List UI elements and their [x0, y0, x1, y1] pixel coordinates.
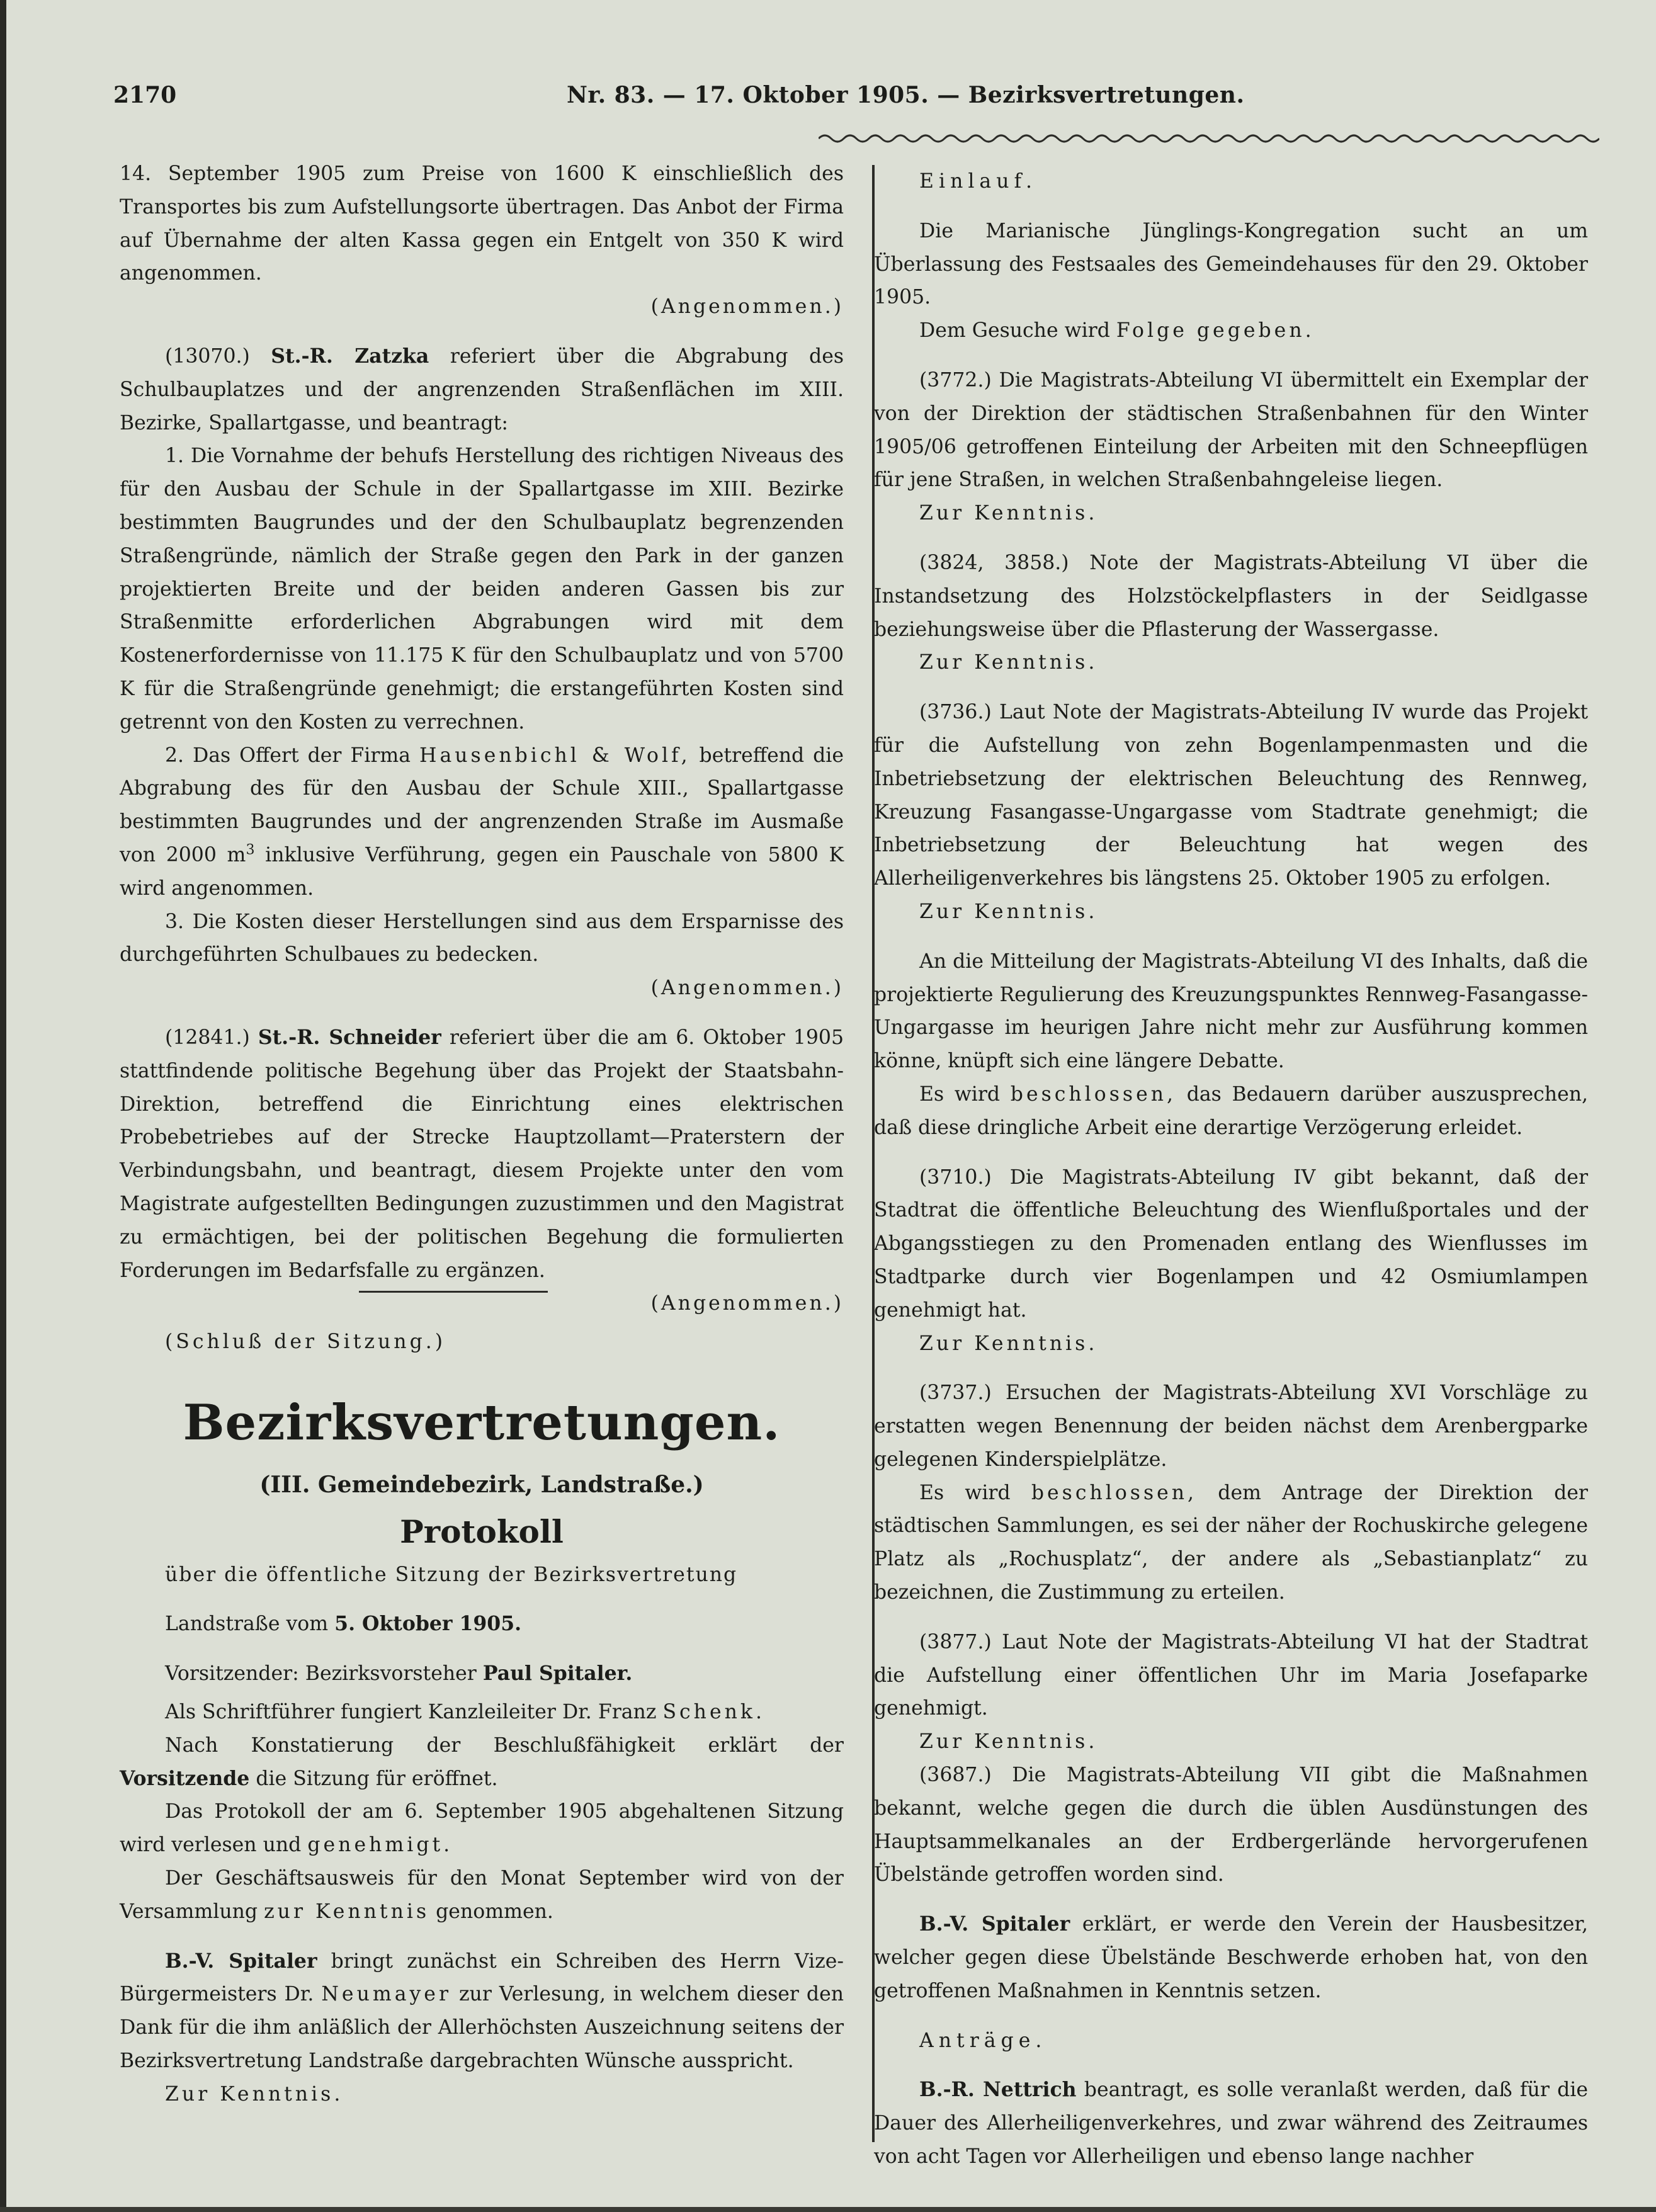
- scan-edge: [0, 0, 6, 2212]
- status-noted: Zur Kenntnis.: [919, 1730, 1098, 1754]
- speaker-name: B.-V. Spitaler: [165, 1949, 317, 1973]
- noted-word: zur Kenntnis: [264, 1900, 430, 1923]
- entry-3824: (3824, 3858.) Note der Magistrats-Abteilung VI über die Instandsetzung des Holzstöckelpflasters in der Seidlgasse beziehungsweise über die Pflasterung der Wassergasse.: [874, 551, 1588, 641]
- status-adopted: (Angenommen.): [650, 295, 844, 319]
- status-adopted: (Angenommen.): [650, 977, 844, 1000]
- status-noted: Zur Kenntnis.: [919, 900, 1098, 923]
- session-date: 5. Oktober 1905.: [334, 1612, 522, 1636]
- minutes-approval: [120, 1795, 844, 1862]
- motion-zatzka: [120, 340, 844, 440]
- chair-label: Vorsitzender: Bezirksvorsteher: [165, 1662, 477, 1686]
- entry-3772: (3772.) Die Magistrats-Abteilung VI übermittelt ein Exemplar der von der Direktion der städtischen Straßenbahnen für den Winter 1905/06 getroffenen Einteilung der Arbeiten mit den Schneepflügen für jene Straßen, in welchen Straßenbahngeleise liegen.: [874, 368, 1588, 492]
- resolution-emphasis: beschlossen,: [1010, 1082, 1177, 1106]
- protokoll-subtitle: über die öffentliche Sitzung der Bezirksvertretung: [165, 1563, 738, 1586]
- entry-spitaler-statement: [874, 1908, 1588, 2007]
- entry-regulierung: An die Mitteilung der Magistrats-Abteilung VI des Inhalts, daß die projektierte Regulierung des Kreuzungspunktes Rennweg-Fasangasse-Ungargasse im heurigen Jahre nicht mehr zur Ausführung kommen könne, knüpft sich eine längere Debatte.: [874, 950, 1588, 1073]
- status-adopted: (Angenommen.): [650, 1292, 844, 1315]
- motion-item-3: [120, 905, 844, 1005]
- item-text: 3. Die Kosten dieser Herstellungen sind aus dem Ersparnisse des durchgeführten Schulbaues zu bedecken.: [120, 910, 844, 967]
- entry-3737: (3737.) Ersuchen der Magistrats-Abteilung XVI Vorschläge zu erstatten wegen Benennung der beiden nächst dem Arenbergparke gelegenen Kinderspielplätze.: [874, 1381, 1588, 1471]
- paragraph-text: Der Geschäftsausweis für den Monat September wird von der Versammlung: [120, 1867, 844, 1923]
- chair-name: Paul Spitaler.: [482, 1662, 633, 1686]
- resolution-emphasis: Folge gegeben.: [1116, 319, 1315, 343]
- paragraph-text: bringt zunächst ein Schreiben des Herrn Vize-Bürgermeisters Dr.: [120, 1949, 844, 2006]
- einlauf-heading: Einlauf.: [919, 170, 1038, 193]
- item-text: betreffend die Abgrabung des für den Ausbau der Schule XIII., Spallartgasse bestimmten Baugrundes und der angrenzenden Straße im Ausmaße von 2000 m: [120, 744, 844, 866]
- recorder-name: Schenk.: [662, 1701, 765, 1724]
- entry-resolution: [874, 314, 1588, 348]
- entry-3710: (3710.) Die Magistrats-Abteilung IV gibt bekannt, daß der Stadtrat die öffentliche Beleuchtung des Wienflußportales und der Abgangsstiegen zu den Promenaden entlang des Wienflusses im Stadtparke durch vier Bogenlampen und 42 Osmiumlampen genehmigt hat.: [874, 1166, 1588, 1322]
- chair-title: Vorsitzende: [120, 1766, 250, 1790]
- resolution-emphasis: beschlossen,: [1031, 1481, 1198, 1504]
- entry-regulierung-resolution: [874, 1078, 1588, 1145]
- opening-line: [120, 1729, 844, 1796]
- right-column: [874, 165, 1588, 2190]
- paragraph-text: die Sitzung für eröffnet.: [256, 1767, 498, 1790]
- business-report: [120, 1862, 844, 1929]
- reference-number: (12841.): [165, 1026, 250, 1049]
- paragraph-text: erklärt, er werde den Verein der Hausbesitzer, welcher gegen diese Übelstände Beschwerde erhoben hat, von den getroffenen Maßnahmen in Kenntnis setzen.: [874, 1913, 1589, 2002]
- protokoll-heading: Protokoll: [400, 1512, 564, 1550]
- status-noted: Zur Kenntnis.: [919, 1332, 1098, 1355]
- item-text: 2. Das Offert der Firma: [165, 744, 411, 767]
- paragraph-text: referiert über die Abgrabung des Schulbauplatzes und der angrenzenden Straßenflächen im XIII. Bezirke, Spallartgasse, und beantragt:: [120, 344, 844, 434]
- page-number: 2170: [113, 82, 177, 108]
- page-header: [113, 82, 1245, 120]
- paragraph-text: referiert über die am 6. Oktober 1905 stattfindende politische Begehung über das Projekt der Staatsbahn-Direktion, betreffend die Einrichtung eines elektrischen Probebetriebes auf der Strecke Hauptzollamt—Praterstern der Verbindungsbahn, und beantragt, diesem Projekte unter den vom Magistrate aufgestellten Bedingungen zuzustimmen und den Magistrat zu ermächtigen, bei der politischen Begehung die formulierten Forderungen im Bedarfsfalle zu ergänzen.: [120, 1026, 844, 1282]
- entry-kongregation: Die Marianische Jünglings-Kongregation sucht an um Überlassung des Festsaales des Gemeindehauses für den 29. Oktober 1905.: [874, 219, 1588, 309]
- status-noted: Zur Kenntnis.: [919, 502, 1098, 525]
- session-closing: (Schluß der Sitzung.): [165, 1330, 446, 1354]
- resolution-text: Dem Gesuche wird: [919, 319, 1110, 343]
- speaker-name: B.-V. Spitaler: [919, 1912, 1070, 1936]
- status-noted: Zur Kenntnis.: [919, 651, 1098, 674]
- entry-3737-resolution: [874, 1477, 1588, 1609]
- motion-item-1: 1. Die Vornahme der behufs Herstellung des richtigen Niveaus des für den Ausbau der Schule in der Spallartgasse im XIII. Bezirke bestimmten Baugrundes und der den Schulbauplatz begrenzenden Straßengründe, nämlich der Straße gegen den Park in der ganzen projektierten Breite und der beiden anderen Gassen bis zur Straßenmitte erforderlichen Abgrabungen wird mit dem Kostenerfordernisse von 11.175 K für den Schulbauplatz und von 5700 K für die Straßengründe genehmigt; die erstangeführten Kosten sind getrennt von den Kosten zu verrechnen.: [120, 445, 844, 734]
- paragraph-text: 14. September 1905 zum Preise von 1600 K einschließlich des Transportes bis zum Aufstellungsorte übertragen. Das Anbot der Firma auf Übernahme der alten Kassa gegen ein Entgelt von 350 K wird angenommen.: [120, 162, 844, 285]
- resolution-text: dem Antrage der Direktion der städtischen Sammlungen, es sei der näher der Rochuskirche gelegene Platz als „Rochusplatz“, der andere als „Sebastianplatz“ zu bezeichnen, die Zustimmung zu erteilen.: [874, 1481, 1588, 1604]
- approved-word: genehmigt.: [307, 1834, 453, 1857]
- letter-vice-mayor: [120, 1945, 844, 2078]
- paragraph-text: beantragt, es solle veranlaßt werden, daß für die Dauer des Allerheiligenverkehres, und zwar während des Zeitraumes von acht Tagen vor Allerheiligen und ebenso lange nachher: [874, 2079, 1588, 2169]
- resolution-text: Es wird: [919, 1481, 1011, 1504]
- firm-name: Hausenbichl & Wolf,: [419, 744, 691, 767]
- paragraph-text: Das Protokoll der am 6. September 1905 abgehaltenen Sitzung wird verlesen und: [120, 1800, 844, 1857]
- reference-number: (13070.): [165, 344, 250, 368]
- item-text: inklusive Verführung, gegen ein Pauschale von 5800 K wird angenommen.: [120, 843, 844, 900]
- chair-line: [120, 1657, 844, 1691]
- speaker-name: St.-R. Zatzka: [271, 344, 429, 368]
- entry-3877: (3877.) Laut Note der Magistrats-Abteilung VI hat der Stadtrat die Aufstellung einer öffentlichen Uhr im Maria Josefaparke genehmigt.: [874, 1630, 1588, 1720]
- motion-item-2: [120, 739, 844, 905]
- running-head: Nr. 83. — 17. Oktober 1905. — Bezirksvertretungen.: [567, 82, 1245, 108]
- speaker-name: B.-R. Nettrich: [919, 2078, 1077, 2102]
- paragraph-text: Als Schriftführer fungiert Kanzleileiter Dr. Franz: [165, 1701, 657, 1724]
- section-title: Bezirksvertretungen.: [183, 1393, 781, 1451]
- recorder-line: [120, 1696, 844, 1729]
- resolution-text: Es wird: [919, 1082, 1001, 1106]
- paragraph-text: Nach Konstatierung der Beschlußfähigkeit erklärt der: [165, 1733, 844, 1757]
- paragraph-continuation: [120, 157, 844, 324]
- motion-schneider: [120, 1021, 844, 1320]
- protokoll-date-line: [120, 1608, 844, 1641]
- resolution-text: das Bedauern darüber auszusprechen, daß diese dringliche Arbeit eine derartige Verzögerung erleidet.: [874, 1082, 1589, 1139]
- superscript: 3: [246, 842, 255, 858]
- vice-mayor-name: Neumayer: [321, 1983, 451, 2006]
- entry-3687: (3687.) Die Magistrats-Abteilung VII gibt die Maßnahmen bekannt, welche gegen die durch die üblen Ausdünstungen des Hauptsammelkanales an der Erdbergerlände hervorgerufenen Übelstände getroffen worden sind.: [874, 1764, 1588, 1886]
- motion-nettrich: [874, 2073, 1588, 2173]
- paragraph-text: zur Verlesung, in welchem dieser den Dank für die ihm anläßlich der Allerhöchsten Auszeichnung seitens der Bezirksvertretung Landstraße dargebrachten Wünsche ausspricht.: [120, 1983, 844, 2073]
- antraege-heading: Anträge.: [919, 2029, 1047, 2052]
- speaker-name: St.-R. Schneider: [258, 1025, 441, 1049]
- paragraph-text: genommen.: [436, 1900, 553, 1923]
- subtitle-text: Landstraße vom: [165, 1613, 329, 1636]
- district-heading: (III. Gemeindebezirk, Landstraße.): [259, 1471, 704, 1498]
- status-noted: Zur Kenntnis.: [165, 2082, 344, 2106]
- wavy-divider: [819, 131, 1599, 146]
- left-column: [120, 157, 844, 2128]
- scan-bottom-edge: [0, 2207, 1656, 2212]
- entry-3736: (3736.) Laut Note der Magistrats-Abteilung IV wurde das Projekt für die Aufstellung von zehn Bogenlampenmasten und die Inbetriebsetzung der elektrischen Beleuchtung des Rennweg, Kreuzung Fasangasse-Ungargasse vom Stadtrate genehmigt; die Inbetriebsetzung der Beleuchtung hat wegen des Allerheiligenverkehres bis längstens 25. Oktober 1905 zu erfolgen.: [874, 701, 1588, 890]
